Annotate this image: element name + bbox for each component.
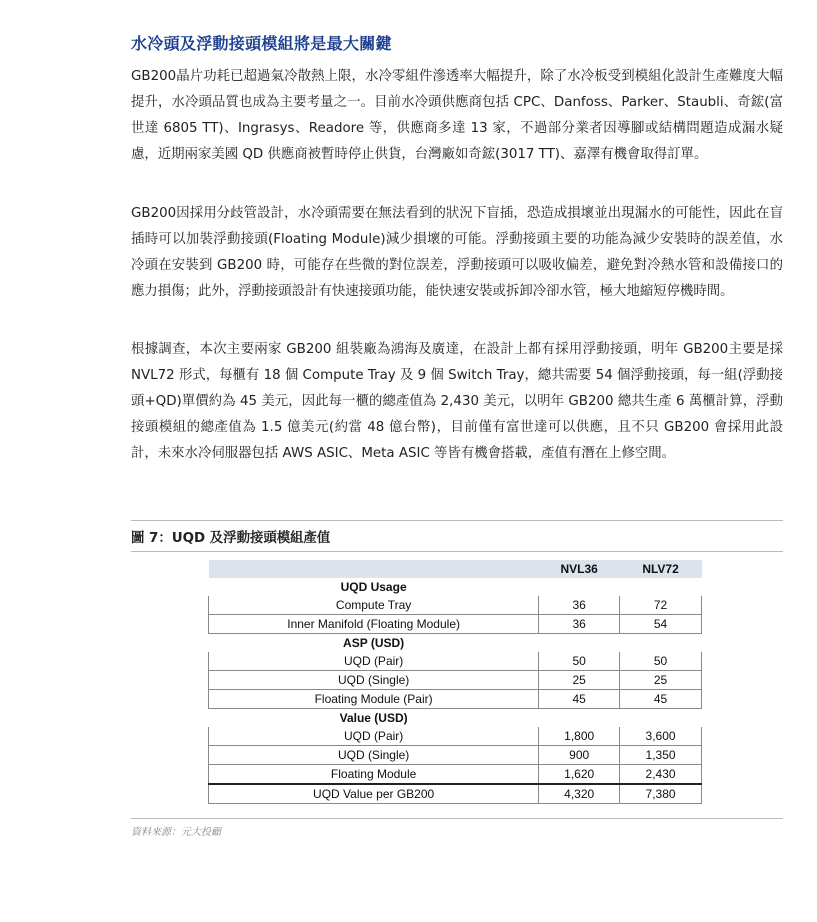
- paragraph-2: GB200因採用分歧管設計，水冷頭需要在無法看到的狀況下盲插，恐造成損壞並出現漏水的可能性，因此在盲插時可以加裝浮動接頭(Floating Module)減少損壞的可能。浮動接頭主要的功能為減少安裝時的誤差值，水冷頭在安裝到 GB200 時，可能存在些微的對位誤差，浮動接頭可以吸收偏差，避免對冷熱水管和設備接口的應力損傷；此外，浮動接頭設計有快速接頭功能，能快速安裝或拆卸冷卻水管，極大地縮短停機時間。: [131, 206, 783, 299]
- table-row: [209, 671, 702, 690]
- table-row: [209, 727, 702, 746]
- table-row: [209, 765, 702, 785]
- table-header-row: [209, 560, 702, 578]
- cell-nvl36: 45: [539, 690, 620, 709]
- paragraph-3: 根據調查，本次主要兩家 GB200 組裝廠為鴻海及廣達，在設計上都有採用浮動接頭，明年 GB200主要是採 NVL72 形式，每櫃有 18 個 Compute Tray 及 9 個 Switch Tray，總共需要 54 個浮動接頭，每一組(浮動接頭+QD)單價約為 45 美元，因此每一櫃的總產值為 2,430 美元，以明年 GB200 總共生產 6 萬櫃計算，浮動接頭模組的總產值為 1.5 億美元(約當 48 億台幣)，目前僅有富世達可以供應，且不只 GB200 會採用此設計，未來水冷伺服器包括 AWS ASIC、Meta ASIC 等皆有機會搭載，產值有潛在上修空間。: [131, 342, 783, 461]
- cell-nlv72: 1,350: [620, 746, 702, 765]
- paragraph-1: GB200晶片功耗已超過氣冷散熱上限，水冷零組件滲透率大幅提升，除了水冷板受到模組化設計生產難度大幅提升，水冷頭品質也成為主要考量之一。目前水冷頭供應商包括 CPC、Danfoss、Parker、Staubli、奇鋐(富世達 6805 TT)、Ingrasys、Readore 等，供應商多達 13 家，不過部分業者因導腳或結構問題造成漏水疑慮，近期兩家美國 QD 供應商被暫時停止供貨，台灣廠如奇鋐(3017 TT)、嘉澤有機會取得訂單。: [131, 69, 783, 162]
- table-row: [209, 596, 702, 615]
- cell-nvl36: 50: [539, 652, 620, 671]
- section-label: ASP (USD): [209, 634, 539, 653]
- row-label: UQD (Pair): [209, 727, 539, 746]
- cell-nvl36: 36: [539, 615, 620, 634]
- cell-nlv72: 2,430: [620, 765, 702, 785]
- cell-nlv72: 45: [620, 690, 702, 709]
- table-row: [209, 690, 702, 709]
- cell-nvl36: 36: [539, 596, 620, 615]
- row-label: UQD (Single): [209, 671, 539, 690]
- section-row: [209, 634, 702, 653]
- row-label: Inner Manifold (Floating Module): [209, 615, 539, 634]
- cell-nvl36: 1,800: [539, 727, 620, 746]
- section-row: [209, 709, 702, 728]
- header-nlv72: NLV72: [620, 560, 702, 578]
- row-label: UQD (Pair): [209, 652, 539, 671]
- row-label: Floating Module (Pair): [209, 690, 539, 709]
- figure-source: 資料來源：元大投顧: [131, 827, 221, 838]
- row-label: Compute Tray: [209, 596, 539, 615]
- cell-nvl36: 900: [539, 746, 620, 765]
- section-row: [209, 578, 702, 596]
- table-total-row: [209, 784, 702, 804]
- table-row: [209, 652, 702, 671]
- header-blank: [209, 560, 539, 578]
- cell-nlv72: 54: [620, 615, 702, 634]
- section-label: UQD Usage: [209, 578, 539, 596]
- cell-nlv72: 25: [620, 671, 702, 690]
- cell-nvl36: 4,320: [539, 784, 620, 804]
- table-row: [209, 746, 702, 765]
- figure-title-rule: [131, 551, 783, 552]
- row-label: Floating Module: [209, 765, 539, 785]
- cell-nlv72: 50: [620, 652, 702, 671]
- uqd-value-table: [208, 560, 702, 804]
- header-nvl36: NVL36: [539, 560, 620, 578]
- cell-nlv72: 3,600: [620, 727, 702, 746]
- row-label: UQD Value per GB200: [209, 784, 539, 804]
- section-label: Value (USD): [209, 709, 539, 728]
- figure-bottom-rule: [131, 818, 783, 819]
- figure-title: 圖 7：UQD 及浮動接頭模組產值: [131, 531, 331, 546]
- cell-nvl36: 25: [539, 671, 620, 690]
- section-heading: 水冷頭及浮動接頭模組將是最大關鍵: [131, 34, 392, 53]
- table-row: [209, 615, 702, 634]
- cell-nlv72: 72: [620, 596, 702, 615]
- cell-nvl36: 1,620: [539, 765, 620, 785]
- figure-top-rule: [131, 520, 783, 521]
- cell-nlv72: 7,380: [620, 784, 702, 804]
- row-label: UQD (Single): [209, 746, 539, 765]
